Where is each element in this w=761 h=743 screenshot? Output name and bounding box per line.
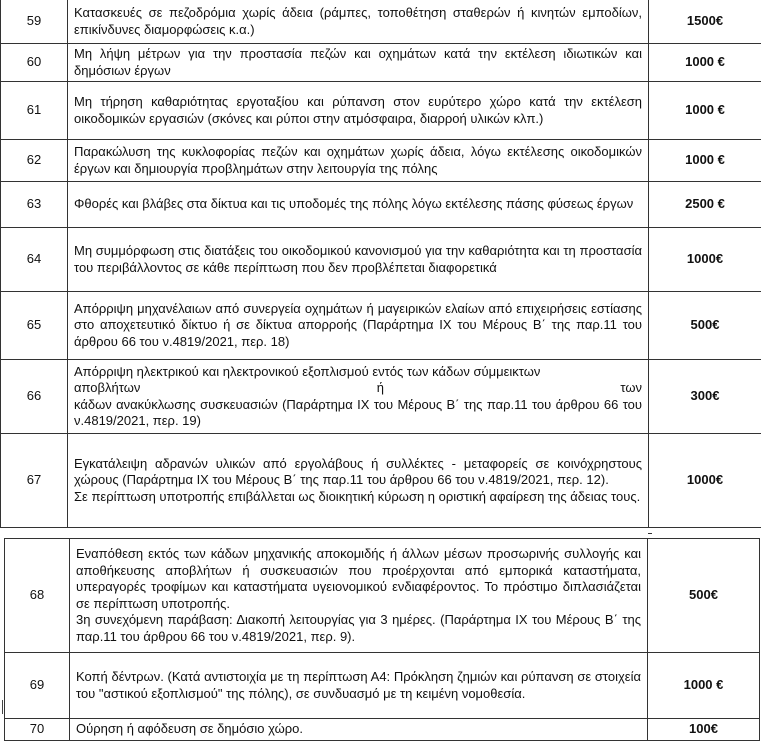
row-fine: 2500 €	[649, 182, 761, 228]
row-number: 67	[1, 434, 68, 528]
table-row	[1, 360, 761, 434]
table-row	[1, 292, 761, 360]
description-paragraph: Εγκατάλειψη αδρανών υλικών από εργολάβους ή συλλέκτες - μεταφορείς σε κοινόχρηστους χώρους (Παράρτημα ΙΧ του Μέρους Β΄ της παρ.11 του άρθρου 66 του ν.4819/2021, περ. 12).	[74, 455, 642, 488]
row-fine: 1000€	[649, 434, 761, 528]
row-number: 61	[1, 82, 68, 140]
description-paragraph: 3η συνεχόμενη παράβαση: Διακοπή λειτουργίας για 3 ημέρες. (Παράρτημα ΙΧ του Μέρους Β΄ της παρ.11 του άρθρου 66 του ν.4819/2021, περ. 9).	[76, 612, 641, 644]
margin-tick	[2, 700, 3, 714]
row-number: 66	[1, 360, 68, 434]
row-number: 64	[1, 228, 68, 292]
description-paragraph: Εναπόθεση εκτός των κάδων μηχανικής αποκομιδής ή άλλων μέσων προσωρινής συλλογής και αποθήκευσης αποβλήτων ή συσκευασιών που προέρχονται από εμπορικά καταστήματα, υπεραγορές τροφίμων και καταστήματα υγειονομικού ενδιαφέροντος. Το πρόστιμο διπλασιάζεται σε περίπτωση υποτροπής.	[76, 546, 641, 611]
table-row	[1, 434, 761, 528]
description-line: Απόρριψη ηλεκτρικού και ηλεκτρονικού εξοπλισμού εντός των κάδων σύμμεικτων	[74, 363, 541, 379]
row-description: Απόρριψη μηχανέλαιων από συνεργεία οχημάτων ή μαγειρικών ελαίων από επιχειρήσεις εστίασης στο αποχετευτικό δίκτυο ή σε δίκτυα απορροής (Παράρτημα ΙΧ του Μέρους Β΄ της παρ.11 του άρθρου 66 του ν.4819/2021, περ. 18)	[68, 292, 649, 360]
description-word: των	[620, 380, 642, 395]
description-word: αποβλήτων	[74, 380, 141, 395]
table-row	[5, 653, 760, 719]
row-fine: 1000 €	[648, 653, 760, 719]
table-row	[1, 228, 761, 292]
row-fine: 300€	[649, 360, 761, 434]
row-fine: 1000€	[649, 228, 761, 292]
row-description	[68, 360, 649, 434]
row-description: Παρακώλυση της κυκλοφορίας πεζών και οχημάτων χωρίς άδεια, λόγω εκτέλεσης οικοδομικών έργων και δημιουργία προβλημάτων στην λειτουργία της πόλης	[68, 140, 649, 182]
row-fine: 500€	[648, 539, 760, 653]
table-row	[1, 182, 761, 228]
fines-table-bottom	[4, 538, 760, 741]
description-line	[74, 380, 642, 397]
row-description: Ούρηση ή αφόδευση σε δημόσιο χώρο.	[70, 719, 648, 741]
row-description: Κοπή δέντρων. (Κατά αντιστοιχία με τη περίπτωση Α4: Πρόκληση ζημιών και ρύπανση σε στοιχεία του "αστικού εξοπλισμού" της πόλης), σε συνδυασμό με τη κειμένη νομοθεσία.	[70, 653, 648, 719]
table-row	[1, 82, 761, 140]
row-fine: 1500€	[649, 0, 761, 44]
row-description: Κατασκευές σε πεζοδρόμια χωρίς άδεια (ράμπες, τοποθέτηση σταθερών ή κινητών εμποδίων, επικίνδυνες διαμορφώσεις κ.α.)	[68, 0, 649, 44]
row-description	[70, 539, 648, 653]
row-fine: 1000 €	[649, 82, 761, 140]
row-number: 69	[5, 653, 70, 719]
row-description	[68, 434, 649, 528]
row-number: 60	[1, 44, 68, 82]
row-description: Μη λήψη μέτρων για την προστασία πεζών και οχημάτων κατά την εκτέλεση ιδιωτικών και δημόσιων έργων	[68, 44, 649, 82]
description-word: ή	[376, 380, 384, 395]
row-description: Μη τήρηση καθαριότητας εργοταξίου και ρύπανση στον ευρύτερο χώρο κατά την εκτέλεση οικοδομικών εργασιών (σκόνες και ρύποι στην ατμόσφαιρα, διαρροή υλικών κλπ.)	[68, 82, 649, 140]
row-fine: 1000 €	[649, 140, 761, 182]
row-fine: 100€	[648, 719, 760, 741]
description-paragraph: Σε περίπτωση υποτροπής επιβάλλεται ως διοικητική κύρωση η οριστική αφαίρεση της άδειας τους.	[74, 488, 641, 504]
table-row	[5, 539, 760, 653]
table-row	[5, 719, 760, 741]
row-number: 63	[1, 182, 68, 228]
description-line: κάδων ανακύκλωσης συσκευασιών (Παράρτημα ΙΧ του Μέρους Β΄ της παρ.11 του άρθρου 66 του ν.4819/2021, περ. 19)	[74, 396, 642, 428]
table-row	[1, 44, 761, 82]
row-number: 65	[1, 292, 68, 360]
table-divider	[648, 533, 652, 534]
table-row	[1, 140, 761, 182]
row-description: Μη συμμόρφωση στις διατάξεις του οικοδομικού κανονισμού για την καθαριότητα και τη προστασία του περιβάλλοντος σε κάθε περίπτωση που δεν προβλέπεται διαφορετικά	[68, 228, 649, 292]
row-number: 68	[5, 539, 70, 653]
row-number: 62	[1, 140, 68, 182]
row-number: 59	[1, 0, 68, 44]
table-row	[1, 0, 761, 44]
row-description: Φθορές και βλάβες στα δίκτυα και τις υποδομές της πόλης λόγω εκτέλεσης πάσης φύσεως έργων	[68, 182, 649, 228]
row-fine: 1000 €	[649, 44, 761, 82]
row-number: 70	[5, 719, 70, 741]
row-fine: 500€	[649, 292, 761, 360]
